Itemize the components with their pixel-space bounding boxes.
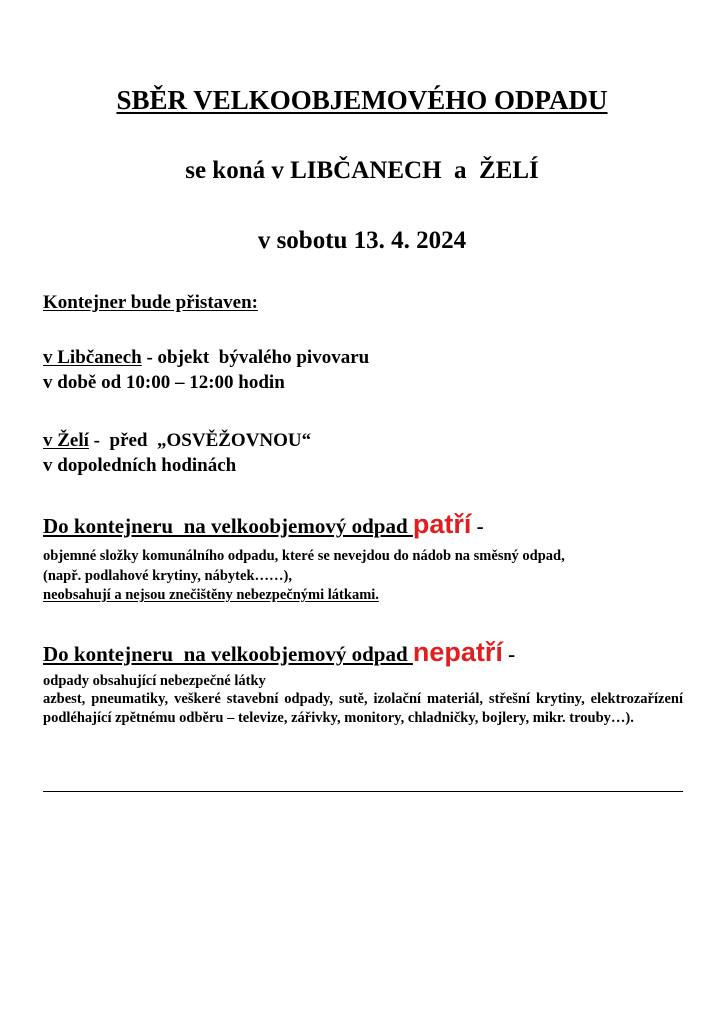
zeli-time: v dopoledních hodinách (43, 455, 237, 476)
zeli-place-rest: - před „OSVĚŽOVNOU“ (88, 430, 312, 451)
belongs-line-3: neobsahují a nejsou znečištěny nebezpečnými látkami. (43, 587, 379, 603)
libcany-place-label: v Libčanech (43, 347, 142, 368)
not-belongs-heading-prefix: Do kontejneru na velkoobjemový odpad (43, 642, 413, 666)
not-belongs-line-2: azbest, pneumatiky, veškeré stavební odpady, sutě, izolační materiál, střešní krytiny, elektrozařízení podléhající zpětnému odběru – televize, zářivky, monitory, chladničky, bojlery, mikr. trouby…). (43, 691, 683, 726)
event-date: v sobotu 13. 4. 2024 (257, 227, 467, 254)
not-belongs-keyword: nepatří (412, 637, 503, 667)
libcany-location (43, 345, 369, 370)
belongs-line-2: (např. podlahové krytiny, nábytek……), (43, 568, 292, 584)
belongs-heading (43, 510, 484, 540)
belongs-keyword: patří (412, 509, 472, 539)
not-belongs-line-1: odpady obsahující nebezpečné látky (43, 673, 266, 689)
zeli-place-label: v Želí (43, 430, 89, 451)
libcany-time: v době od 10:00 – 12:00 hodin (43, 372, 285, 393)
belongs-suffix: - (471, 514, 484, 538)
bottom-divider (43, 791, 683, 792)
page-title-text: SBĚR VELKOOBJEMOVÉHO ODPADU (116, 85, 608, 115)
zeli-location (43, 428, 311, 453)
not-belongs-heading (43, 638, 515, 668)
belongs-heading-prefix: Do kontejneru na velkoobjemový odpad (43, 514, 413, 538)
libcany-place-rest: - objekt bývalého pivovaru (141, 347, 370, 368)
page-title (0, 84, 724, 116)
container-heading: Kontejner bude přistaven: (43, 292, 258, 313)
not-belongs-suffix: - (502, 642, 516, 666)
subtitle: se koná v LIBČANECH a ŽELÍ (185, 157, 539, 184)
belongs-line-1: objemné složky komunálního odpadu, které se nevejdou do nádob na směsný odpad, (43, 548, 565, 564)
